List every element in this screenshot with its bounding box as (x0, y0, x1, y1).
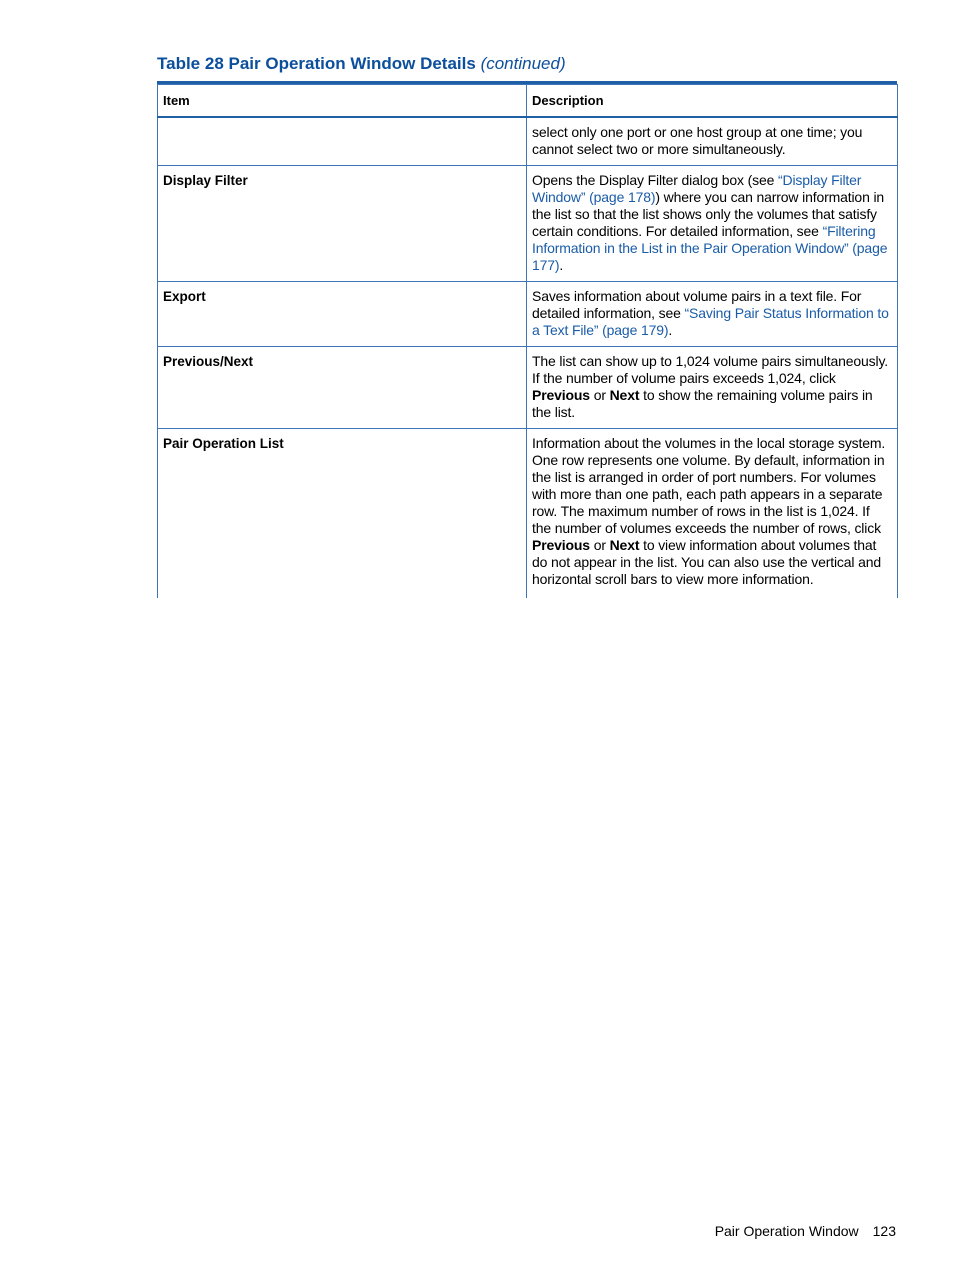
row-description (527, 166, 898, 282)
description-text: Information about the volumes in the local storage system. One row represents one volume. By default, information in the list is arranged in order of port numbers. For volumes with more than one path, each path appears in a separate row. The maximum number of rows in the list is 1,024. If the number of volumes exceeds the number of rows, click (532, 435, 886, 536)
row-description (527, 347, 898, 429)
table-row (158, 429, 898, 599)
table-body (158, 117, 898, 598)
cross-reference-link[interactable]: “Saving Pair Status Information to a Text File” (page 179) (532, 305, 889, 338)
page-number: 123 (872, 1223, 896, 1239)
table-title: Table 28 Pair Operation Window Details (157, 54, 476, 73)
description-text: or (589, 387, 610, 403)
description-text: . (668, 322, 673, 338)
table-row (158, 347, 898, 429)
row-item: Display Filter (158, 166, 527, 282)
table-row (158, 282, 898, 347)
details-table (157, 84, 898, 598)
description-text: . (559, 257, 564, 273)
description-text: Opens the Display Filter dialog box (see (532, 172, 778, 188)
description-text: select only one port or one host group at one time; you cannot select two or more simultaneously. (532, 124, 863, 157)
ui-term: Previous (532, 537, 590, 553)
header-item: Item (158, 85, 527, 118)
ui-term: Next (609, 537, 640, 553)
header-row (158, 85, 898, 118)
page-footer (715, 1223, 896, 1239)
cross-reference-link[interactable]: “Display Filter Window” (page 178) (532, 172, 862, 205)
ui-term: Next (609, 387, 640, 403)
ui-term: Previous (532, 387, 590, 403)
header-description: Description (527, 85, 898, 118)
row-item (158, 117, 527, 166)
description-text: The list can show up to 1,024 volume pairs simultaneously. If the number of volume pairs exceeds 1,024, click (532, 353, 889, 386)
continued-label: (continued) (480, 54, 566, 73)
table-row (158, 166, 898, 282)
description-text: to show the remaining volume pairs in the list. (532, 387, 873, 420)
row-description (527, 429, 898, 599)
table-caption (157, 54, 566, 74)
table-row (158, 117, 898, 166)
description-text: ) where you can narrow information in the list so that the list shows only the volumes that satisfy certain conditions. For detailed information, see (532, 189, 885, 239)
row-description (527, 117, 898, 166)
footer-section: Pair Operation Window (714, 1223, 859, 1239)
row-item: Pair Operation List (158, 429, 527, 599)
description-text: to view information about volumes that do not appear in the list. You can also use the vertical and horizontal scroll bars to view more information. (532, 537, 882, 587)
cross-reference-link[interactable]: “Filtering Information in the List in the Pair Operation Window” (page 177) (532, 223, 888, 273)
description-text: or (589, 537, 610, 553)
description-text: Saves information about volume pairs in a text file. For detailed information, see (532, 288, 862, 321)
row-item: Export (158, 282, 527, 347)
row-description (527, 282, 898, 347)
row-item: Previous/Next (158, 347, 527, 429)
